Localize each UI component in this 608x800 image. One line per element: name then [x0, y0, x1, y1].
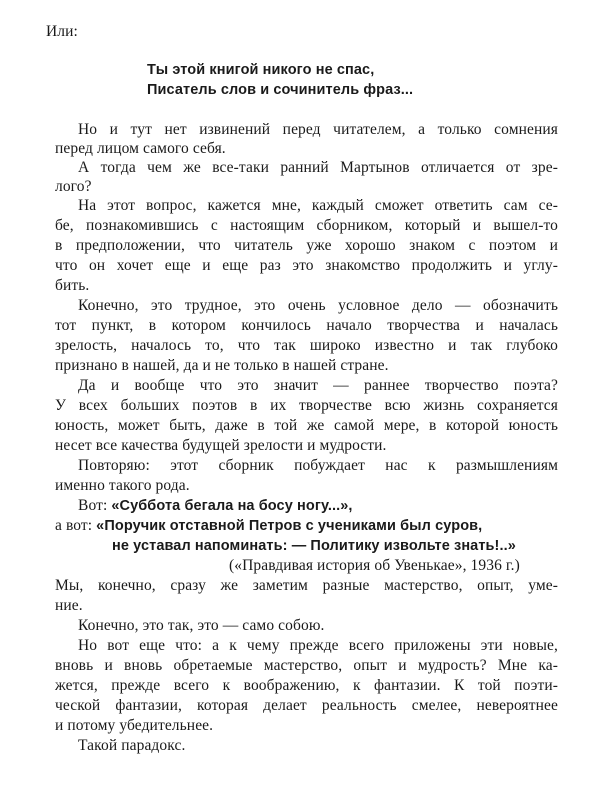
text-line: ческой фантазии, которая делает реальность смелее, невероятнее — [55, 697, 558, 714]
quote-line-1 — [78, 496, 353, 516]
quote-source: («Правдивая история об Увенькае», 1936 г.) — [229, 557, 520, 574]
text-line: Но вот еще что: а к чему прежде всего приложены эти новые, — [78, 637, 558, 654]
text-line: в предположении, что читатель уже хорошо знаком с поэтом и — [55, 237, 558, 254]
text-line: На этот вопрос, кажется мне, каждый сможет ответить сам се- — [78, 197, 558, 214]
text-line: и потому убедительнее. — [55, 717, 214, 734]
quote-text: «Суббота бегала на босу ногу...», — [111, 498, 353, 514]
text-line: именно такого рода. — [55, 477, 190, 494]
text-line: зрелость, началось то, что так широко известно и так глубоко — [55, 337, 558, 354]
text-line: У всех больших поэтов в их творчестве всю жизнь сохраняется — [55, 397, 558, 414]
text-line: вновь и вновь обретаемые мастерство, опыт и мудрость? Мне ка- — [55, 657, 558, 674]
text-line: перед лицом самого себя. — [55, 140, 226, 157]
text-line: несет все качества будущей зрелости и мудрости. — [55, 437, 387, 454]
text-line: Да и вообще что это значит — раннее творчество поэта? — [78, 377, 558, 394]
text-line: А тогда чем же все-таки ранний Мартынов отличается от зре- — [78, 159, 558, 176]
text-line: Мы, конечно, сразу же заметим разные мастерство, опыт, уме- — [55, 577, 558, 594]
quote-text: «Поручик отставной Петров с учениками был суров, — [96, 518, 483, 534]
text-line: ние. — [55, 597, 83, 614]
quote-prefix: а вот: — [55, 517, 97, 534]
header-text: Или: — [46, 23, 78, 40]
text-line: Такой парадокс. — [78, 737, 186, 754]
quote-prefix: Вот: — [78, 497, 112, 514]
quote-line-2 — [55, 516, 482, 536]
text-line: лого? — [55, 178, 92, 195]
epigraph-line-2: Писатель слов и сочинитель фраз... — [147, 82, 414, 98]
text-line: тот пункт, в котором кончилось начало творчества и началась — [55, 317, 558, 334]
text-line: Но и тут нет извинений перед читателем, а только сомнения — [78, 121, 558, 138]
text-line: бить. — [55, 277, 90, 294]
text-line: юность, может быть, даже в той же самой мере, в которой юность — [55, 417, 558, 434]
text-line: Повторяю: этот сборник побуждает нас к размышлениям — [78, 457, 558, 474]
text-line: признано в нашей, да и не только в нашей стране. — [55, 357, 389, 374]
epigraph-line-1: Ты этой книгой никого не спас, — [147, 62, 375, 78]
text-line: бе, познакомившись с настоящим сборником, который и вышел-то — [55, 217, 558, 234]
text-line: что он хочет еще и еще раз это знакомство продолжить и углу- — [55, 257, 558, 274]
text-line: Конечно, это так, это — само собою. — [78, 617, 325, 634]
quote-line-3: не уставал напоминать: — Политику извольте знать!..» — [112, 538, 516, 554]
text-line: Конечно, это трудное, это очень условное дело — обозначить — [78, 297, 558, 314]
text-line: жется, прежде всего к воображению, к фантазии. К той поэти- — [55, 677, 558, 694]
